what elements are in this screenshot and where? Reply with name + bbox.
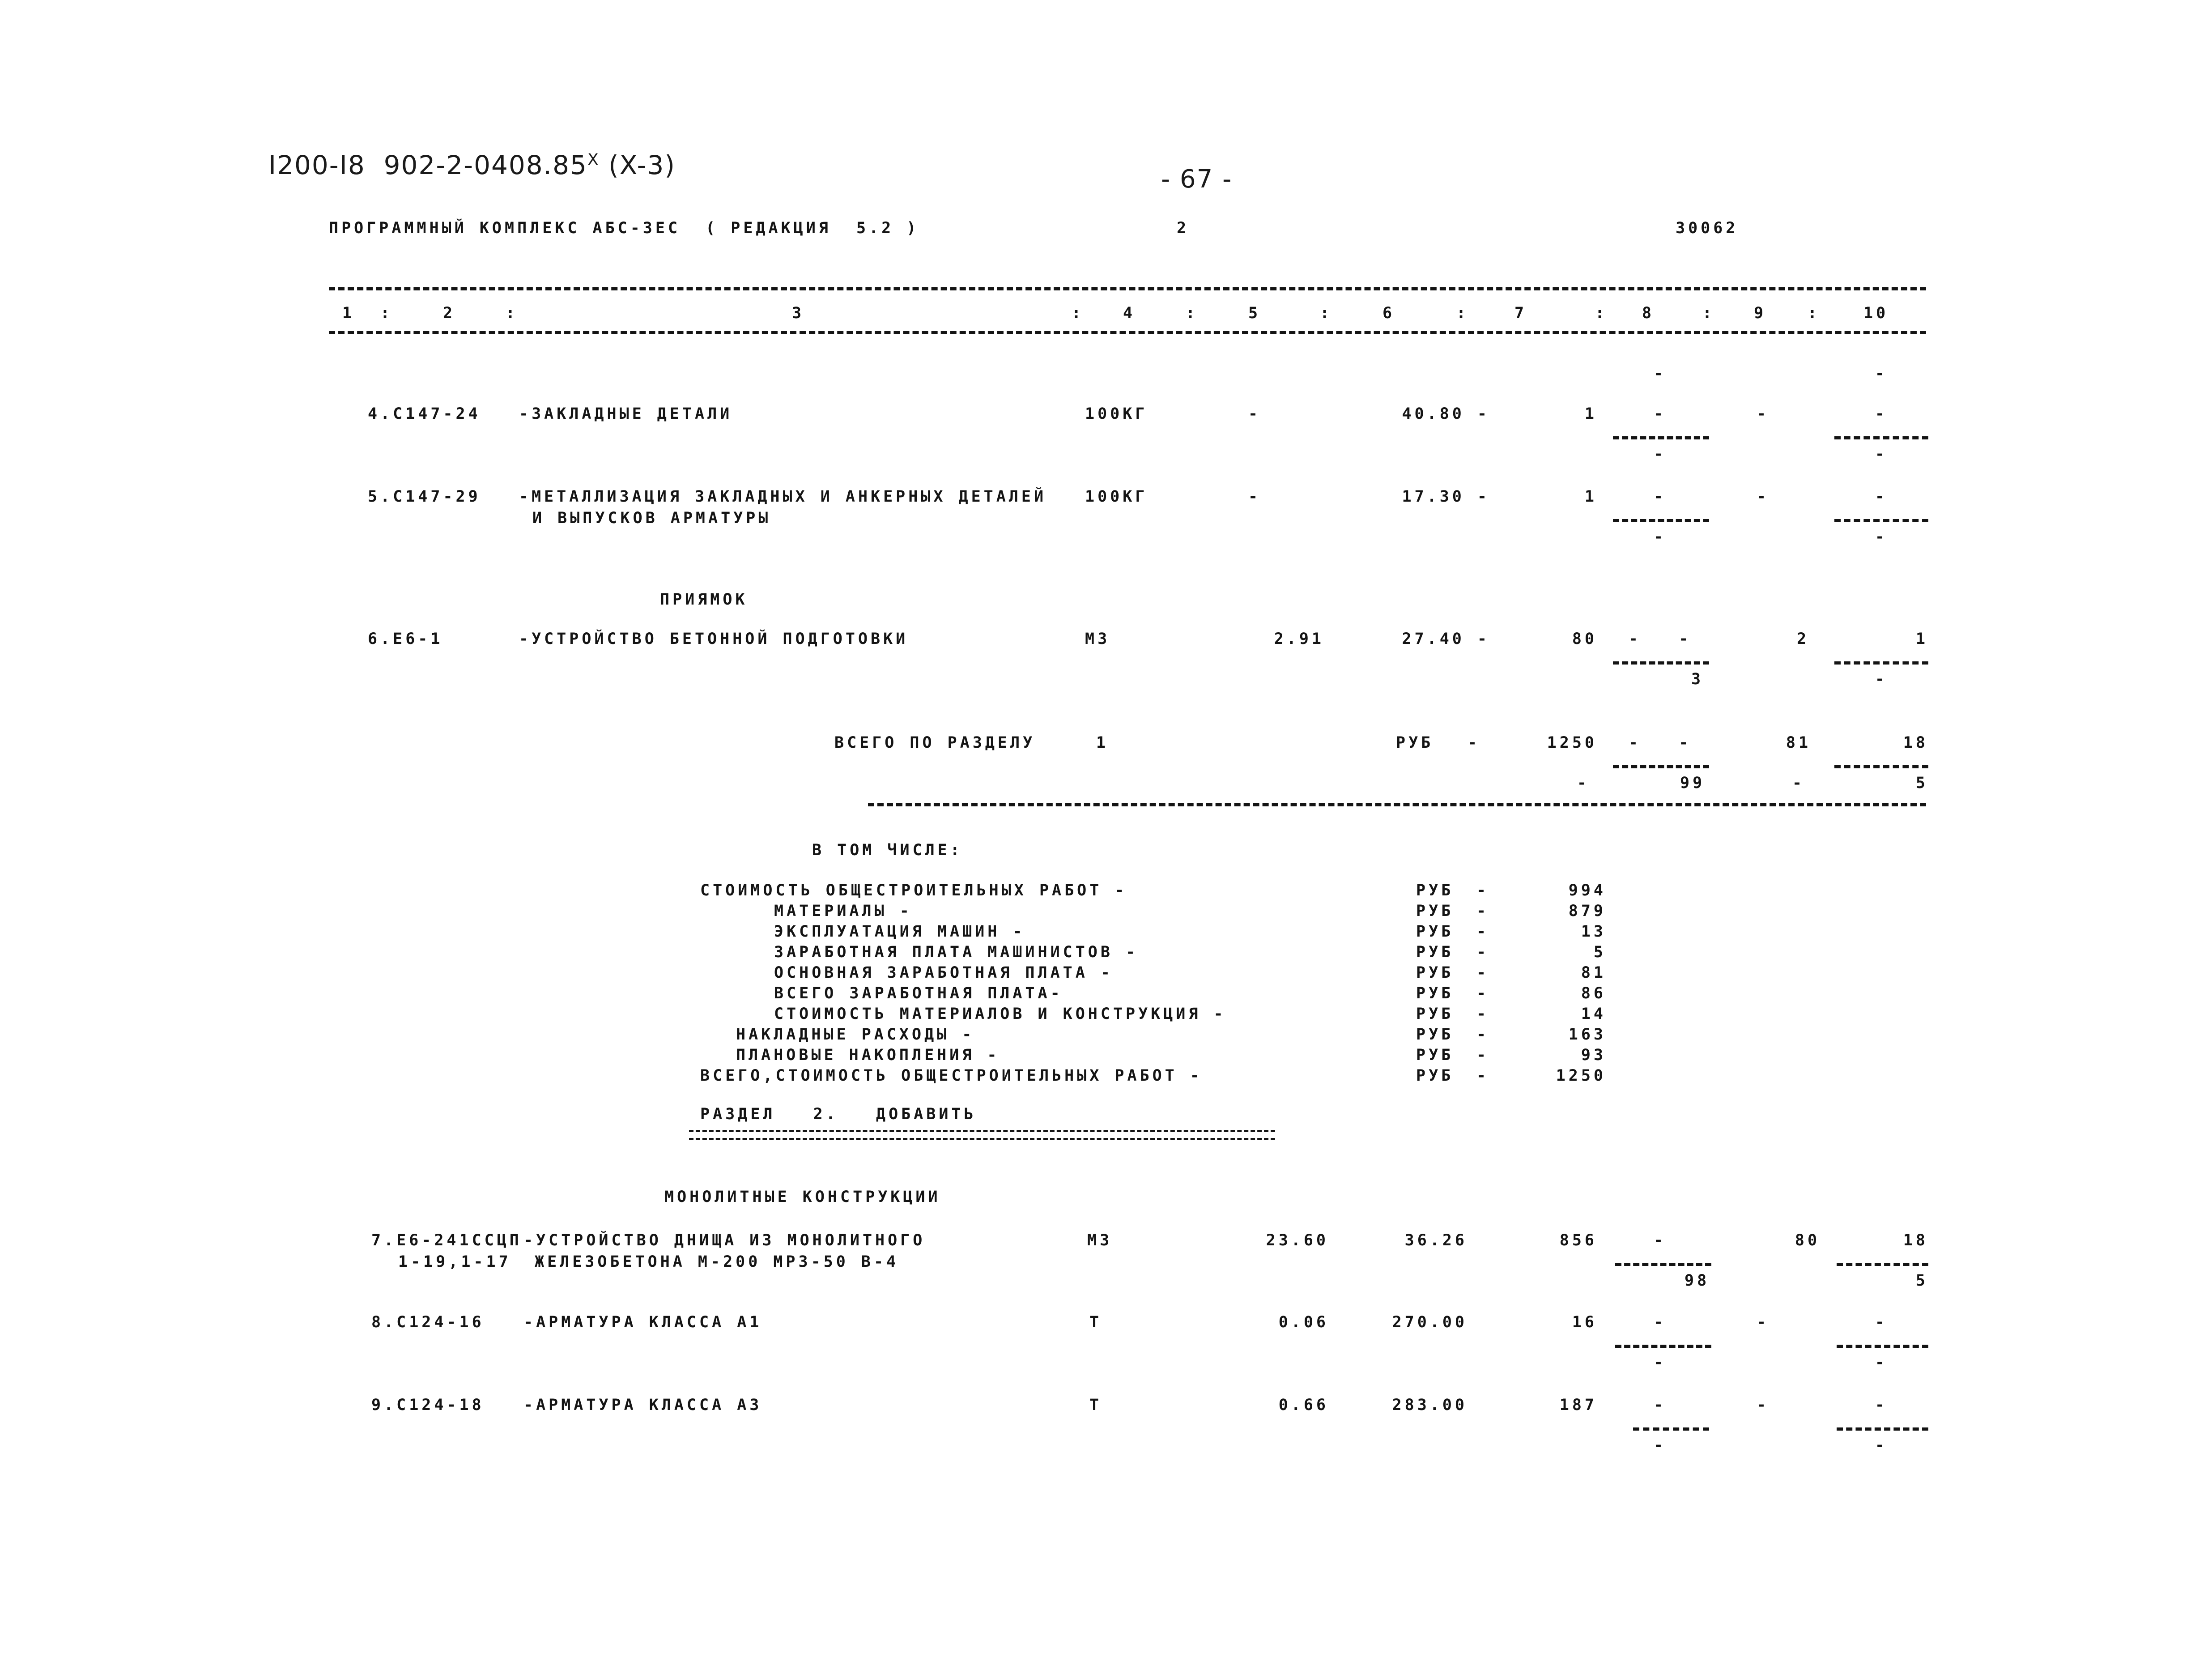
breakdown-dash: -: [1476, 882, 1489, 899]
section-total-unit: РУБ: [1396, 734, 1434, 752]
row-code: 7.E6-241ССЦП: [371, 1231, 522, 1249]
row-description: -УСТРОЙСТВО ДНИЩА ИЗ МОНОЛИТНОГО: [523, 1231, 926, 1249]
breakdown-value: 81: [1581, 964, 1606, 982]
section-total-rule: [868, 803, 1926, 806]
breakdown-unit: РУБ: [1416, 882, 1454, 899]
fraction-line: [1613, 436, 1709, 439]
breakdown-dash: -: [1476, 1026, 1489, 1044]
column-8-bottom-value: -: [1653, 528, 1667, 546]
column-10-bottom-value: 5: [1915, 774, 1928, 792]
column-8-value: -: [1653, 1396, 1667, 1414]
column-separator: :: [506, 304, 519, 322]
column-number-3: 3: [792, 304, 805, 322]
column-10-value: 1: [1915, 630, 1928, 648]
breakdown-unit: РУБ: [1416, 943, 1454, 961]
breakdown-unit: РУБ: [1416, 1005, 1454, 1023]
breakdown-value: 163: [1568, 1026, 1606, 1044]
breakdown-heading: В ТОМ ЧИСЛЕ:: [812, 841, 963, 859]
column-10-value: -: [1875, 1396, 1888, 1414]
column-10-bottom-value: 5: [1915, 1272, 1928, 1290]
column-separator: :: [1456, 304, 1469, 322]
column-10-bottom-value: -: [1875, 1436, 1888, 1454]
column-8-value: -: [1653, 488, 1667, 506]
subsection-heading: МОНОЛИТНЫЕ КОНСТРУКЦИИ: [664, 1188, 941, 1206]
row-total-cost: 187: [1559, 1396, 1597, 1414]
breakdown-value: 93: [1581, 1046, 1606, 1064]
column-9-bottom-value: -: [1792, 774, 1805, 792]
column-separator: :: [1320, 304, 1333, 322]
breakdown-dash: -: [1476, 943, 1489, 961]
row-description: -АРМАТУРА КЛАССА А3: [523, 1396, 762, 1414]
breakdown-label: СТОИМОСТЬ ОБЩЕСТРОИТЕЛЬНЫХ РАБОТ -: [700, 882, 1127, 899]
column-8-bottom-value: -: [1653, 1436, 1667, 1454]
breakdown-dash: -: [1476, 902, 1489, 920]
breakdown-dash: -: [1476, 923, 1489, 941]
row-code-continued: 1-19,1-17: [398, 1253, 511, 1271]
breakdown-dash: -: [1476, 1067, 1489, 1085]
breakdown-dash: -: [1476, 984, 1489, 1002]
row-unit: 100КГ: [1085, 488, 1148, 506]
column-8-top-value: -: [1653, 365, 1667, 383]
breakdown-value: 1250: [1556, 1067, 1606, 1085]
column-10-top-value: -: [1875, 365, 1888, 383]
row-description-continued: И ВЫПУСКОВ АРМАТУРЫ: [532, 509, 771, 527]
fraction-line: [1613, 765, 1709, 768]
breakdown-value: 14: [1581, 1005, 1606, 1023]
row-total-cost: 1: [1584, 405, 1597, 423]
column-10-value: 18: [1903, 1231, 1928, 1249]
table-top-rule: [329, 287, 1926, 290]
column-8-value: -: [1653, 1231, 1667, 1249]
breakdown-label: ЗАРАБОТНАЯ ПЛАТА МАШИНИСТОВ -: [774, 943, 1139, 961]
column-separator: :: [1702, 304, 1715, 322]
breakdown-unit: РУБ: [1416, 902, 1454, 920]
section-2-heading: РАЗДЕЛ 2. ДОБАВИТЬ: [700, 1105, 977, 1123]
fraction-line: [1615, 1263, 1711, 1266]
column-9-value: 2: [1796, 630, 1810, 648]
row-unit: Т: [1089, 1396, 1102, 1414]
breakdown-label: ЭКСПЛУАТАЦИЯ МАШИН -: [774, 923, 1025, 941]
fraction-line: [1837, 1345, 1928, 1348]
breakdown-label: ВСЕГО,СТОИМОСТЬ ОБЩЕСТРОИТЕЛЬНЫХ РАБОТ -: [700, 1067, 1203, 1085]
breakdown-label: ОСНОВНАЯ ЗАРАБОТНАЯ ПЛАТА -: [774, 964, 1113, 982]
breakdown-value: 86: [1581, 984, 1606, 1002]
column-8-value: - -: [1628, 734, 1692, 752]
section-total-label: ВСЕГО ПО РАЗДЕЛУ: [834, 734, 1036, 752]
breakdown-label: СТОИМОСТЬ МАТЕРИАЛОВ И КОНСТРУКЦИЯ -: [774, 1005, 1226, 1023]
row-code: 4.C147-24: [368, 405, 481, 423]
section-number: 1: [1096, 734, 1109, 752]
document-code-superscript: X: [587, 150, 600, 169]
column-8-bottom-value: 98: [1685, 1272, 1710, 1290]
column-9-value: -: [1756, 1313, 1770, 1331]
breakdown-label: МАТЕРИАЛЫ -: [774, 902, 912, 920]
column-number-9: 9: [1754, 304, 1767, 322]
column-10-bottom-value: -: [1875, 445, 1888, 463]
estimate-code: 30062: [1676, 219, 1739, 237]
header-bottom-rule: [329, 331, 1926, 334]
breakdown-dash: -: [1476, 1046, 1489, 1064]
section-total-dash: -: [1468, 734, 1480, 752]
row-unit: М3: [1085, 630, 1110, 648]
fraction-line: [1834, 519, 1928, 522]
row-code: 6.E6-1: [368, 630, 443, 648]
column-9-value: -: [1756, 488, 1770, 506]
column-number-6: 6: [1382, 304, 1395, 322]
breakdown-value: 5: [1593, 943, 1606, 961]
breakdown-value: 879: [1568, 902, 1606, 920]
program-title: ПРОГРАММНЫЙ КОМПЛЕКС АБС-ЗЕС ( РЕДАКЦИЯ 5.2 ): [329, 219, 919, 237]
fraction-line: [1633, 1427, 1709, 1431]
column-9-value: -: [1756, 405, 1770, 423]
column-8-bottom-value-2: 99: [1680, 774, 1706, 792]
breakdown-dash: -: [1476, 1005, 1489, 1023]
row-unit: М3: [1087, 1231, 1113, 1249]
column-8-value: -: [1653, 1313, 1667, 1331]
row-quantity: -: [1248, 488, 1261, 506]
row-total-cost: 1: [1584, 488, 1597, 506]
fraction-line: [1613, 661, 1709, 665]
column-8-value: -: [1653, 405, 1667, 423]
column-separator: :: [1072, 304, 1085, 322]
fraction-line: [1834, 661, 1928, 665]
column-8-bottom-value: -: [1653, 1354, 1667, 1372]
row-unit-price: 27.40 -: [1402, 630, 1490, 648]
row-quantity: 0.66: [1278, 1396, 1329, 1414]
breakdown-label: ВСЕГО ЗАРАБОТНАЯ ПЛАТА-: [774, 984, 1063, 1002]
column-10-value: -: [1875, 1313, 1888, 1331]
row-unit-price: 17.30 -: [1402, 488, 1490, 506]
column-10-value: -: [1875, 488, 1888, 506]
column-number-5: 5: [1248, 304, 1261, 322]
column-9-value: -: [1756, 1396, 1770, 1414]
column-10-bottom-value: -: [1875, 670, 1888, 688]
fraction-line: [1837, 1263, 1928, 1266]
row-quantity: 0.06: [1278, 1313, 1329, 1331]
column-10-bottom-value: -: [1875, 1354, 1888, 1372]
row-unit-price: 283.00: [1392, 1396, 1468, 1414]
breakdown-label: НАКЛАДНЫЕ РАСХОДЫ -: [736, 1026, 975, 1044]
document-code-main: I200-I8 902-2-0408.85: [268, 150, 587, 180]
document-code: [268, 150, 676, 180]
column-number-10: 10: [1863, 304, 1889, 322]
row-total-cost: 856: [1559, 1231, 1597, 1249]
section-2-double-rule: [689, 1130, 1275, 1140]
row-description: -УСТРОЙСТВО БЕТОННОЙ ПОДГОТОВКИ: [519, 630, 909, 648]
column-number-4: 4: [1123, 304, 1136, 322]
row-unit: 100КГ: [1085, 405, 1148, 423]
column-number-8: 8: [1642, 304, 1655, 322]
breakdown-unit: РУБ: [1416, 964, 1454, 982]
row-code: 9.C124-18: [371, 1396, 485, 1414]
column-10-value: -: [1875, 405, 1888, 423]
column-number-1: 1: [342, 304, 355, 322]
row-total-cost: 80: [1572, 630, 1597, 648]
column-9-value: 81: [1786, 734, 1812, 752]
row-quantity: 2.91: [1274, 630, 1324, 648]
row-unit: Т: [1089, 1313, 1102, 1331]
column-number-7: 7: [1514, 304, 1527, 322]
row-code: 8.C124-16: [371, 1313, 485, 1331]
subsection-heading: ПРИЯМОК: [660, 591, 748, 609]
row-unit-price: 36.26: [1404, 1231, 1468, 1249]
row-description: -АРМАТУРА КЛАССА А1: [523, 1313, 762, 1331]
column-separator: :: [380, 304, 393, 322]
column-8-bottom-value: -: [1577, 774, 1590, 792]
section-total-value: 1250: [1547, 734, 1597, 752]
breakdown-value: 994: [1568, 882, 1606, 899]
breakdown-unit: РУБ: [1416, 923, 1454, 941]
breakdown-dash: -: [1476, 964, 1489, 982]
fraction-line: [1837, 1427, 1928, 1431]
column-8-value: - -: [1628, 630, 1692, 648]
column-10-bottom-value: -: [1875, 528, 1888, 546]
row-description-continued: ЖЕЛЕЗОБЕТОНА М-200 МРЗ-50 В-4: [535, 1253, 899, 1271]
row-description: -ЗАКЛАДНЫЕ ДЕТАЛИ: [519, 405, 733, 423]
fraction-line: [1615, 1345, 1711, 1348]
column-number-2: 2: [443, 304, 456, 322]
sheet-number: 2: [1177, 219, 1190, 237]
breakdown-value: 13: [1581, 923, 1606, 941]
column-separator: :: [1808, 304, 1821, 322]
column-8-bottom-value: 3: [1691, 670, 1704, 688]
fraction-line: [1834, 436, 1928, 439]
fraction-line: [1613, 519, 1709, 522]
breakdown-label: ПЛАНОВЫЕ НАКОПЛЕНИЯ -: [736, 1046, 1000, 1064]
row-quantity: 23.60: [1266, 1231, 1329, 1249]
column-9-value: 80: [1795, 1231, 1821, 1249]
row-description: -МЕТАЛЛИЗАЦИЯ ЗАКЛАДНЫХ И АНКЕРНЫХ ДЕТАЛЕЙ: [519, 488, 1047, 506]
page-number: - 67 -: [1161, 165, 1233, 194]
row-total-cost: 16: [1572, 1313, 1597, 1331]
row-unit-price: 270.00: [1392, 1313, 1468, 1331]
row-unit-price: 40.80 -: [1402, 405, 1490, 423]
breakdown-unit: РУБ: [1416, 1026, 1454, 1044]
document-code-suffix: (X-3): [599, 150, 676, 180]
fraction-line: [1834, 765, 1928, 768]
breakdown-unit: РУБ: [1416, 1067, 1454, 1085]
row-quantity: -: [1248, 405, 1261, 423]
column-separator: :: [1186, 304, 1199, 322]
column-10-value: 18: [1903, 734, 1928, 752]
breakdown-unit: РУБ: [1416, 984, 1454, 1002]
row-code: 5.C147-29: [368, 488, 481, 506]
breakdown-unit: РУБ: [1416, 1046, 1454, 1064]
column-separator: :: [1595, 304, 1608, 322]
column-8-bottom-value: -: [1653, 445, 1667, 463]
